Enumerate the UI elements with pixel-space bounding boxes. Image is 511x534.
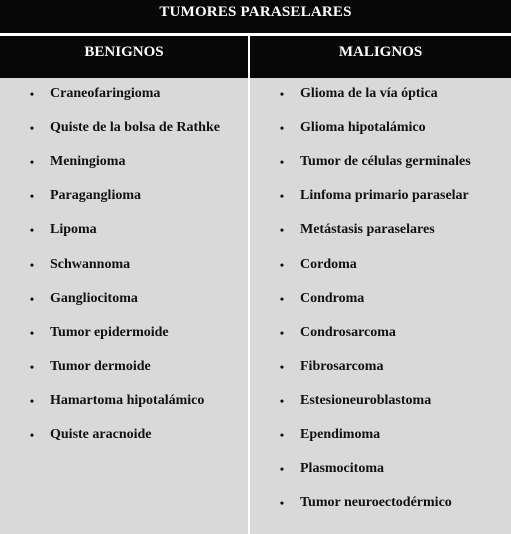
column-header-benign	[0, 36, 248, 78]
column-header-malignant	[250, 36, 511, 78]
list-item-label: Lipoma	[50, 222, 97, 237]
column-header-benign-label: BENIGNOS	[84, 44, 164, 60]
bullet-icon: •	[279, 292, 285, 306]
list-item-label: Tumor epidermoide	[50, 325, 169, 340]
bullet-icon: •	[29, 258, 35, 272]
bullet-icon: •	[279, 189, 285, 203]
list-item-label: Glioma hipotalámico	[300, 120, 426, 135]
list-item-label: Estesioneuroblastoma	[300, 393, 432, 408]
bullet-icon: •	[279, 360, 285, 374]
list-item-label: Glioma de la vía óptica	[300, 86, 438, 101]
bullet-icon: •	[29, 326, 35, 340]
bullet-icon: •	[279, 87, 285, 101]
list-item-label: Quiste aracnoide	[50, 427, 152, 442]
table-title: TUMORES PARASELARES	[159, 3, 352, 20]
bullet-icon: •	[279, 462, 285, 476]
bullet-icon: •	[29, 121, 35, 135]
benign-column	[0, 78, 248, 534]
list-item-label: Condrosarcoma	[300, 325, 396, 340]
list-item-label: Linfoma primario paraselar	[300, 188, 469, 203]
bullet-icon: •	[29, 394, 35, 408]
bullet-icon: •	[29, 292, 35, 306]
list-item-label: Tumor dermoide	[50, 359, 151, 374]
list-item-label: Meningioma	[50, 154, 126, 169]
malignant-column	[250, 78, 511, 534]
bullet-icon: •	[29, 360, 35, 374]
list-item-label: Tumor de células germinales	[300, 154, 471, 169]
bullet-icon: •	[279, 394, 285, 408]
bullet-icon: •	[279, 121, 285, 135]
list-item-label: Condroma	[300, 291, 365, 306]
list-item-label: Cordoma	[300, 257, 357, 272]
bullet-icon: •	[29, 155, 35, 169]
bullet-icon: •	[29, 223, 35, 237]
list-item-label: Plasmocitoma	[300, 461, 384, 476]
list-item-label: Craneofaringioma	[50, 86, 161, 101]
bullet-icon: •	[279, 258, 285, 272]
list-item-label: Ependimoma	[300, 427, 381, 442]
bullet-icon: •	[279, 428, 285, 442]
list-item-label: Paraganglioma	[50, 188, 141, 203]
column-divider	[248, 36, 250, 534]
list-item-label: Metástasis paraselares	[300, 222, 435, 237]
bullet-icon: •	[279, 496, 285, 510]
list-item-label: Tumor neuroectodérmico	[300, 495, 452, 510]
bullet-icon: •	[279, 155, 285, 169]
list-item-label: Hamartoma hipotalámico	[50, 393, 205, 408]
list-item-label: Quiste de la bolsa de Rathke	[50, 120, 220, 135]
list-item-label: Gangliocitoma	[50, 291, 138, 306]
bullet-icon: •	[279, 223, 285, 237]
bullet-icon: •	[279, 326, 285, 340]
list-item-label: Fibrosarcoma	[300, 359, 384, 374]
bullet-icon: •	[29, 428, 35, 442]
column-header-malignant-label: MALIGNOS	[338, 44, 423, 60]
table-title-row	[0, 0, 511, 33]
list-item-label: Schwannoma	[50, 257, 131, 272]
bullet-icon: •	[29, 87, 35, 101]
bullet-icon: •	[29, 189, 35, 203]
